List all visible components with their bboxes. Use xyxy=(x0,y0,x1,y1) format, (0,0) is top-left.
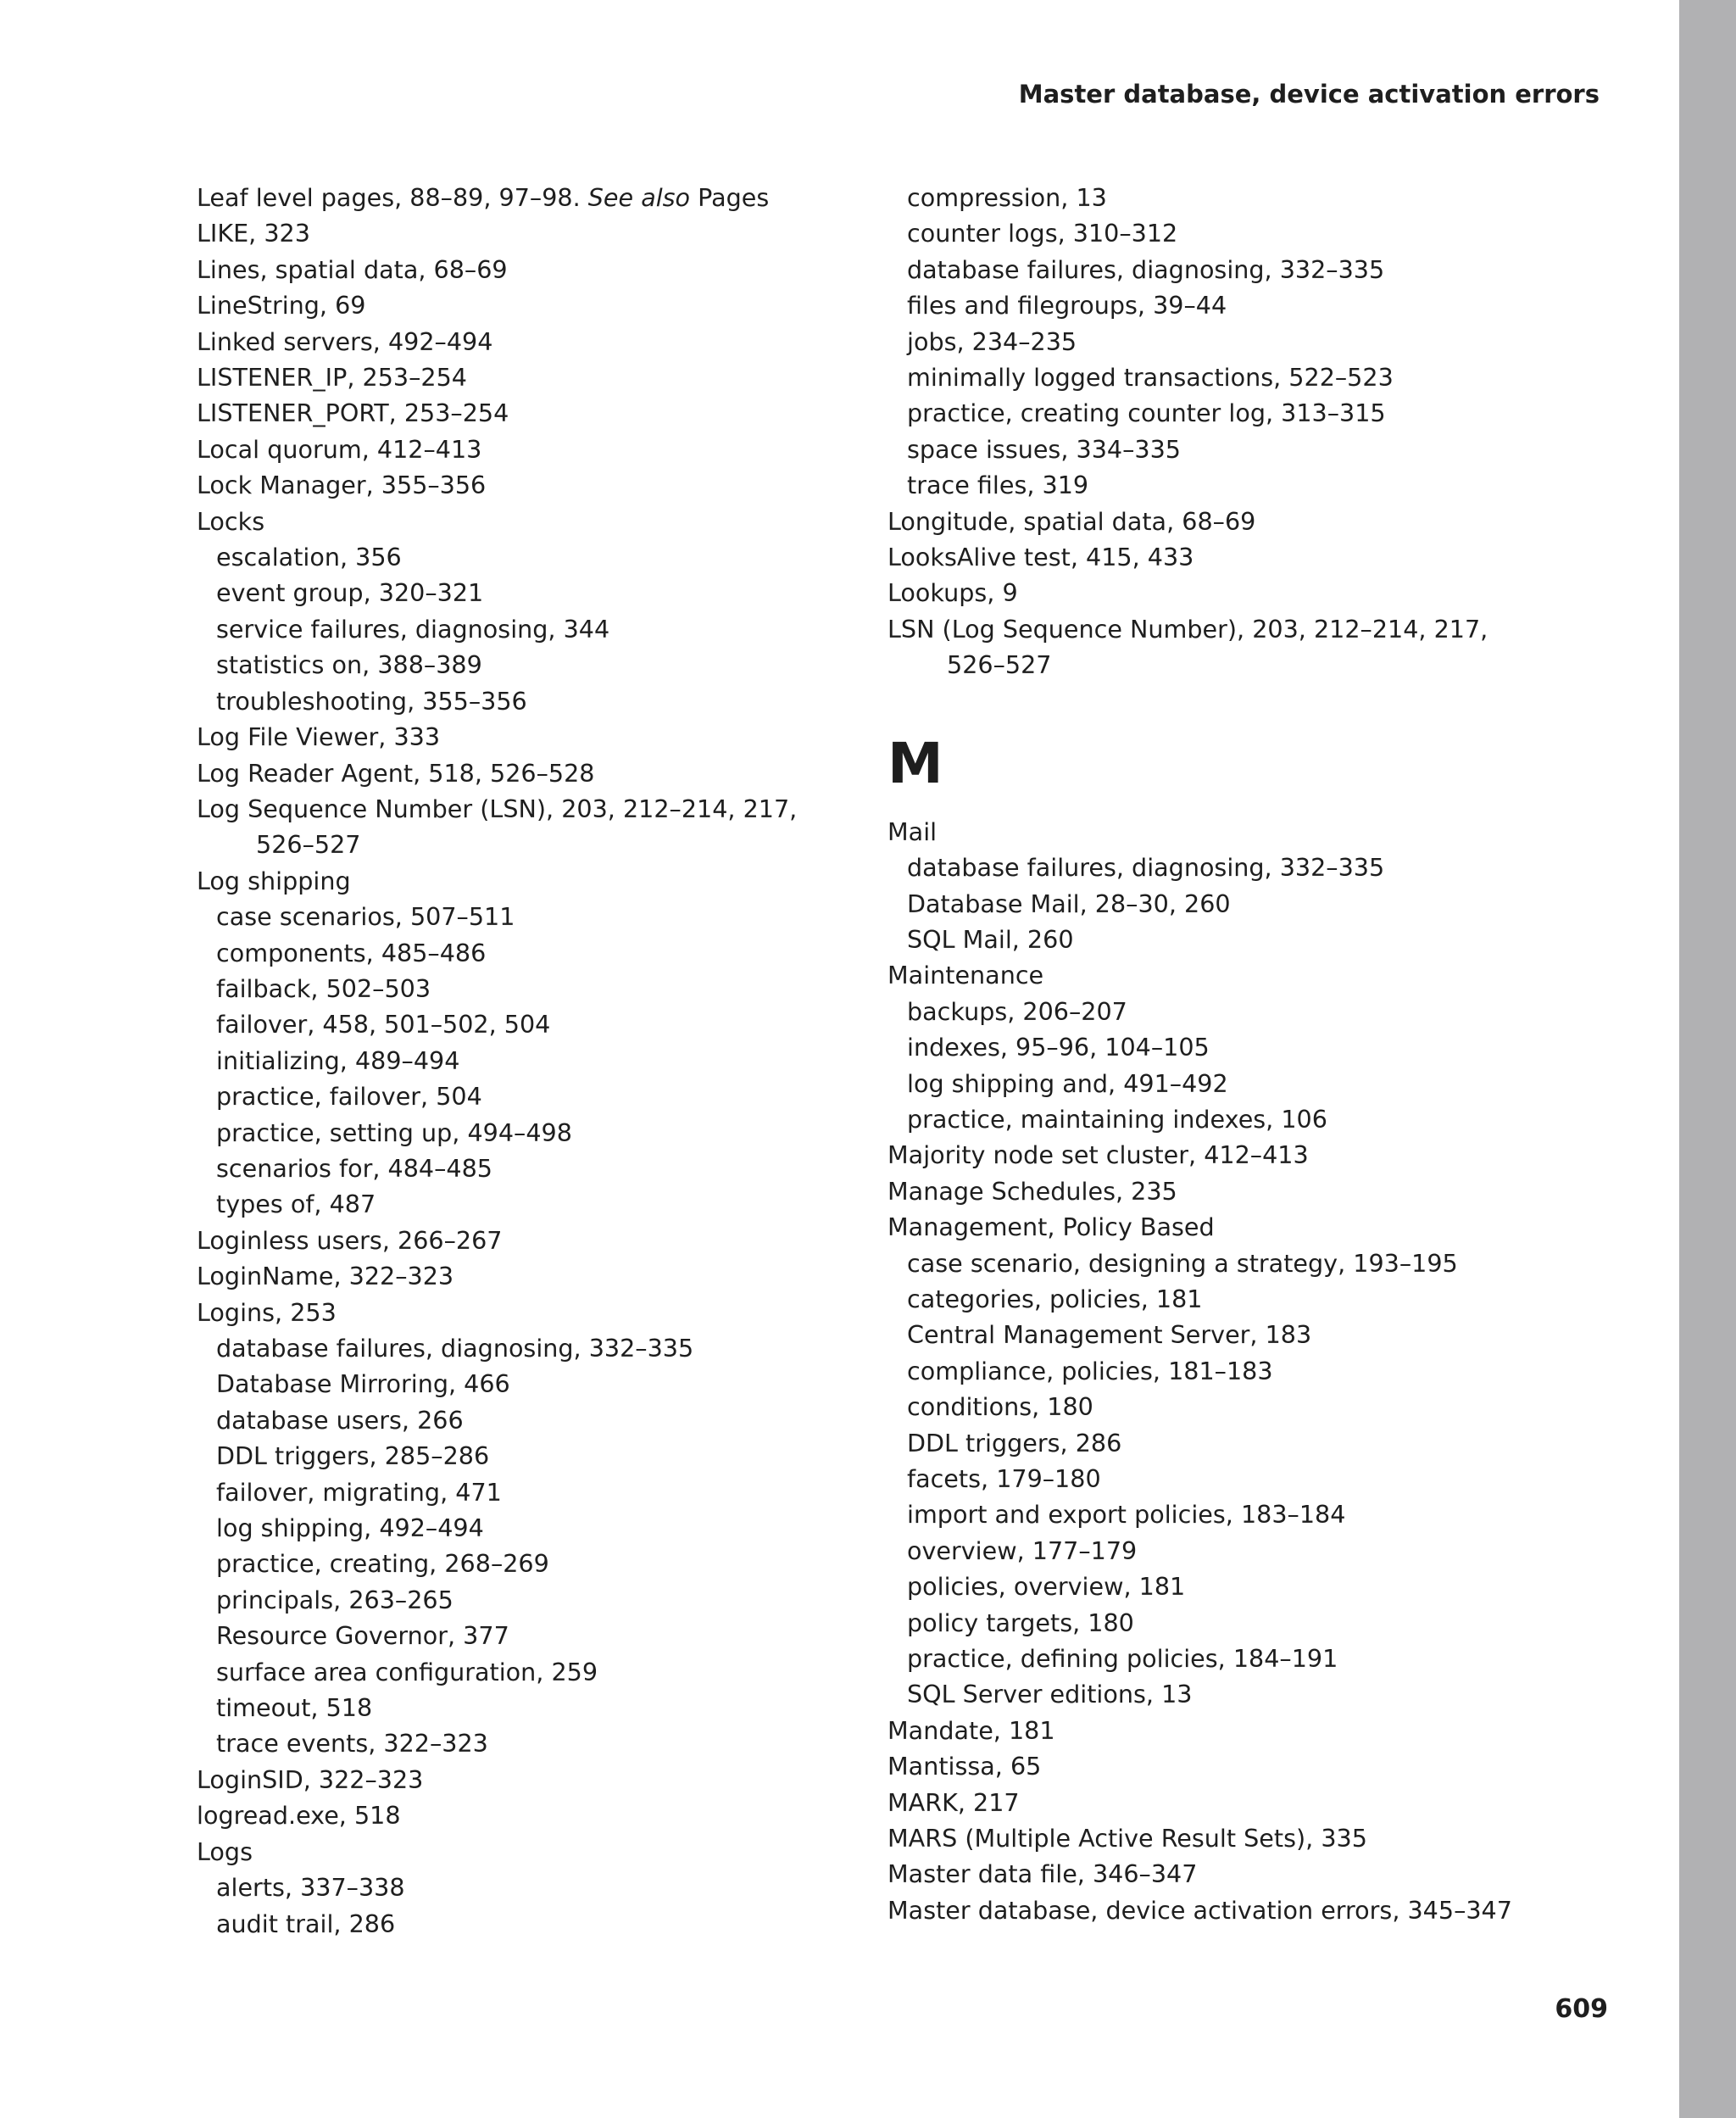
entry-text: Log shipping xyxy=(197,866,351,895)
index-subentry xyxy=(197,1546,875,1581)
section-letter: M xyxy=(887,730,943,796)
index-subentry xyxy=(887,1353,1650,1389)
entry-text: Log Sequence Number (LSN), 203, 212–214, 217, xyxy=(197,794,798,823)
index-subentry xyxy=(197,575,875,610)
index-subentry xyxy=(197,539,875,575)
index-subentry xyxy=(197,1618,875,1653)
index-subentry xyxy=(887,1101,1650,1137)
index-subentry xyxy=(887,1029,1650,1065)
index-subentry xyxy=(197,1474,875,1510)
index-subentry xyxy=(197,1906,875,1942)
entry-text: policies, overview, 181 xyxy=(907,1572,1186,1602)
entry-text: compliance, policies, 181–183 xyxy=(907,1356,1273,1385)
entry-text: LoginSID, 322–323 xyxy=(197,1764,424,1794)
entry-text: failover, migrating, 471 xyxy=(216,1477,502,1507)
entry-text: Lock Manager, 355–356 xyxy=(197,471,487,500)
index-subentry xyxy=(887,1246,1650,1281)
index-subentry xyxy=(197,1079,875,1114)
index-subentry xyxy=(197,935,875,971)
entry-text: Loginless users, 266–267 xyxy=(197,1225,503,1255)
entry-text: timeout, 518 xyxy=(216,1693,373,1723)
index-subentry xyxy=(887,1281,1650,1317)
entry-text: Logs xyxy=(197,1837,253,1866)
index-subentry xyxy=(197,1582,875,1618)
index-entry xyxy=(887,1856,1650,1892)
index-entry xyxy=(887,957,1650,993)
index-entry xyxy=(197,863,875,899)
index-entry xyxy=(887,1137,1650,1173)
index-entry xyxy=(197,1798,875,1833)
entry-text: Maintenance xyxy=(887,961,1044,990)
entry-text: LISTENER_IP, 253–254 xyxy=(197,363,467,393)
index-subentry xyxy=(887,252,1650,287)
index-subentry xyxy=(197,1402,875,1438)
entry-text: log shipping, 492–494 xyxy=(216,1513,484,1543)
index-subentry xyxy=(197,1115,875,1151)
entry-text: jobs, 234–235 xyxy=(907,326,1077,356)
index-subentry xyxy=(887,886,1650,922)
entry-text: compression, 13 xyxy=(907,183,1107,212)
index-entries-l-continued xyxy=(887,180,1650,683)
index-subentry xyxy=(197,1151,875,1186)
entry-text: surface area configuration, 259 xyxy=(216,1657,598,1686)
entry-text: trace files, 319 xyxy=(907,471,1089,500)
index-subentry xyxy=(197,647,875,683)
index-entry xyxy=(197,791,875,827)
entry-text: 526–527 xyxy=(947,650,1052,680)
entry-text: DDL triggers, 285–286 xyxy=(216,1441,490,1471)
entry-text: import and export policies, 183–184 xyxy=(907,1500,1346,1530)
entry-text: database failures, diagnosing, 332–335 xyxy=(216,1334,694,1363)
index-subentry xyxy=(887,432,1650,467)
index-subentry xyxy=(887,1389,1650,1424)
entry-text: Lines, spatial data, 68–69 xyxy=(197,254,508,284)
index-entry xyxy=(197,432,875,467)
index-entry xyxy=(197,215,875,251)
entry-text: logread.exe, 518 xyxy=(197,1801,401,1831)
entry-text: indexes, 95–96, 104–105 xyxy=(907,1033,1210,1062)
index-entry xyxy=(197,252,875,287)
entry-text: LIKE, 323 xyxy=(197,219,310,248)
index-entry xyxy=(197,467,875,503)
index-subentry xyxy=(197,1006,875,1042)
index-subentry xyxy=(887,287,1650,323)
entry-text: Linked servers, 492–494 xyxy=(197,326,493,356)
entry-text: database failures, diagnosing, 332–335 xyxy=(907,254,1385,284)
entry-text: database users, 266 xyxy=(216,1405,464,1435)
index-entry xyxy=(887,539,1650,575)
entry-text: LineString, 69 xyxy=(197,291,366,320)
index-entry xyxy=(887,1209,1650,1245)
page-edge-tab xyxy=(1679,0,1736,2118)
entry-text: Majority node set cluster, 412–413 xyxy=(887,1140,1309,1170)
entry-text: Logins, 253 xyxy=(197,1297,337,1327)
index-subentry xyxy=(197,1870,875,1905)
index-subentry xyxy=(197,1438,875,1474)
entry-text: failback, 502–503 xyxy=(216,973,431,1003)
index-entry xyxy=(197,1223,875,1258)
index-entry xyxy=(887,1173,1650,1209)
entry-text: LSN (Log Sequence Number), 203, 212–214, 217, xyxy=(887,614,1488,644)
index-subentry xyxy=(197,899,875,934)
entry-text: practice, defining policies, 184–191 xyxy=(907,1644,1338,1674)
index-subentry xyxy=(197,683,875,719)
entry-text: database failures, diagnosing, 332–335 xyxy=(907,853,1385,883)
entry-text: Mantissa, 65 xyxy=(887,1752,1042,1781)
index-entry-continuation xyxy=(197,827,875,862)
entry-text: practice, maintaining indexes, 106 xyxy=(907,1104,1327,1134)
index-subentry xyxy=(197,1043,875,1079)
entry-text: LooksAlive test, 415, 433 xyxy=(887,543,1194,572)
entry-text: case scenario, designing a strategy, 193–195 xyxy=(907,1248,1458,1278)
index-entry xyxy=(197,1834,875,1870)
entry-text: Database Mail, 28–30, 260 xyxy=(907,889,1231,918)
entry-text: Mandate, 181 xyxy=(887,1715,1055,1745)
entry-text: Resource Governor, 377 xyxy=(216,1621,509,1651)
index-subentry xyxy=(887,1317,1650,1352)
entry-text: troubleshooting, 355–356 xyxy=(216,686,527,716)
entry-text: Master database, device activation errors, 345–347 xyxy=(887,1895,1512,1925)
index-entry xyxy=(887,1785,1650,1820)
index-subentry xyxy=(887,1676,1650,1712)
entry-text: overview, 177–179 xyxy=(907,1536,1138,1565)
index-subentry xyxy=(197,1330,875,1366)
entry-text: statistics on, 388–389 xyxy=(216,650,482,680)
entry-text: components, 485–486 xyxy=(216,938,487,967)
index-entry-continuation xyxy=(887,647,1650,683)
entry-text: Mail xyxy=(887,817,938,846)
entry-text: minimally logged transactions, 522–523 xyxy=(907,363,1394,393)
index-entries-m xyxy=(887,814,1650,1929)
entry-text: 526–527 xyxy=(256,830,361,860)
index-subentry xyxy=(197,1186,875,1222)
entry-text: Log File Viewer, 333 xyxy=(197,722,441,752)
entry-text: Locks xyxy=(197,506,265,536)
index-entry xyxy=(197,395,875,431)
index-subentry xyxy=(197,1366,875,1402)
entry-text: LoginName, 322–323 xyxy=(197,1262,454,1291)
entry-text: LISTENER_PORT, 253–254 xyxy=(197,399,509,428)
entry-text: practice, setting up, 494–498 xyxy=(216,1118,572,1147)
index-subentry xyxy=(197,971,875,1006)
index-entry xyxy=(887,1820,1650,1856)
index-entry xyxy=(887,575,1650,610)
index-subentry xyxy=(887,1641,1650,1676)
index-entry xyxy=(887,611,1650,647)
entry-text: Log Reader Agent, 518, 526–528 xyxy=(197,758,595,788)
index-entry xyxy=(197,1295,875,1330)
index-entry xyxy=(197,719,875,755)
running-head: Master database, device activation errors xyxy=(1018,80,1600,109)
entry-text: initializing, 489–494 xyxy=(216,1045,460,1075)
entry-text: Management, Policy Based xyxy=(887,1212,1215,1242)
index-subentry xyxy=(887,1066,1650,1101)
entry-text: practice, failover, 504 xyxy=(216,1082,482,1112)
entry-text: event group, 320–321 xyxy=(216,578,484,608)
index-subentry xyxy=(887,360,1650,395)
index-subentry xyxy=(887,922,1650,957)
entry-text: Master data file, 346–347 xyxy=(887,1859,1198,1889)
entry-text: space issues, 334–335 xyxy=(907,434,1181,464)
entry-text: practice, creating, 268–269 xyxy=(216,1549,549,1579)
index-subentry xyxy=(197,1725,875,1761)
index-subentry xyxy=(887,324,1650,360)
entry-text: Leaf level pages, 88–89, 97–98. xyxy=(197,183,588,212)
see-also-text: See also xyxy=(587,183,691,212)
index-subentry xyxy=(887,180,1650,215)
index-subentry xyxy=(887,1569,1650,1604)
index-column-left xyxy=(197,180,875,1942)
index-subentry xyxy=(887,215,1650,251)
entry-text: SQL Server editions, 13 xyxy=(907,1680,1193,1709)
entry-text: Local quorum, 412–413 xyxy=(197,434,482,464)
entry-text: log shipping and, 491–492 xyxy=(907,1068,1228,1098)
index-subentry xyxy=(887,1533,1650,1569)
index-entry xyxy=(197,1762,875,1798)
entry-text: service failures, diagnosing, 344 xyxy=(216,614,610,644)
entry-text: counter logs, 310–312 xyxy=(907,219,1178,248)
index-subentry xyxy=(887,467,1650,503)
index-subentry xyxy=(887,994,1650,1029)
index-entry xyxy=(197,504,875,539)
entry-text: alerts, 337–338 xyxy=(216,1873,405,1903)
index-subentry xyxy=(887,395,1650,431)
entry-text: case scenarios, 507–511 xyxy=(216,902,515,932)
index-subentry xyxy=(887,1461,1650,1497)
index-entry xyxy=(887,1892,1650,1928)
index-subentry xyxy=(887,1497,1650,1532)
entry-text: facets, 179–180 xyxy=(907,1464,1101,1493)
index-subentry xyxy=(197,1654,875,1690)
entry-text: scenarios for, 484–485 xyxy=(216,1153,492,1183)
cross-reference-text: Pages xyxy=(690,183,770,212)
entry-text: DDL triggers, 286 xyxy=(907,1428,1122,1458)
entry-text: Manage Schedules, 235 xyxy=(887,1176,1177,1206)
index-subentry xyxy=(197,1690,875,1725)
entry-text: MARS (Multiple Active Result Sets), 335 xyxy=(887,1824,1367,1853)
index-entry xyxy=(887,1748,1650,1784)
entry-text: policy targets, 180 xyxy=(907,1608,1134,1637)
index-entry xyxy=(197,324,875,360)
index-subentry xyxy=(887,1425,1650,1461)
index-subentry xyxy=(197,1510,875,1546)
entry-text: trace events, 322–323 xyxy=(216,1729,488,1758)
index-column-right xyxy=(887,180,1650,1928)
entry-text: audit trail, 286 xyxy=(216,1909,396,1938)
entry-text: categories, policies, 181 xyxy=(907,1284,1203,1313)
entry-text: principals, 263–265 xyxy=(216,1585,453,1614)
entry-text: Lookups, 9 xyxy=(887,578,1018,608)
entry-text: types of, 487 xyxy=(216,1190,376,1219)
index-entry xyxy=(887,504,1650,539)
entry-text: escalation, 356 xyxy=(216,543,402,572)
index-entry xyxy=(197,360,875,395)
entry-text: SQL Mail, 260 xyxy=(907,924,1074,954)
entry-text: Central Management Server, 183 xyxy=(907,1320,1312,1350)
index-entry xyxy=(197,755,875,791)
index-entry xyxy=(887,814,1650,850)
entry-text: conditions, 180 xyxy=(907,1392,1093,1422)
page-number: 609 xyxy=(1555,1994,1608,2024)
entry-text: practice, creating counter log, 313–315 xyxy=(907,399,1386,428)
entry-text: MARK, 217 xyxy=(887,1787,1020,1817)
entry-text: Longitude, spatial data, 68–69 xyxy=(887,506,1256,536)
entry-text: files and filegroups, 39–44 xyxy=(907,291,1227,320)
index-entry xyxy=(197,287,875,323)
index-subentry xyxy=(197,611,875,647)
entry-text: backups, 206–207 xyxy=(907,996,1127,1026)
index-entry xyxy=(887,1713,1650,1748)
index-subentry xyxy=(887,1605,1650,1641)
index-entry xyxy=(197,1258,875,1294)
index-entry xyxy=(197,180,875,215)
index-subentry xyxy=(887,850,1650,885)
entry-text: failover, 458, 501–502, 504 xyxy=(216,1010,551,1039)
entry-text: Database Mirroring, 466 xyxy=(216,1369,510,1399)
